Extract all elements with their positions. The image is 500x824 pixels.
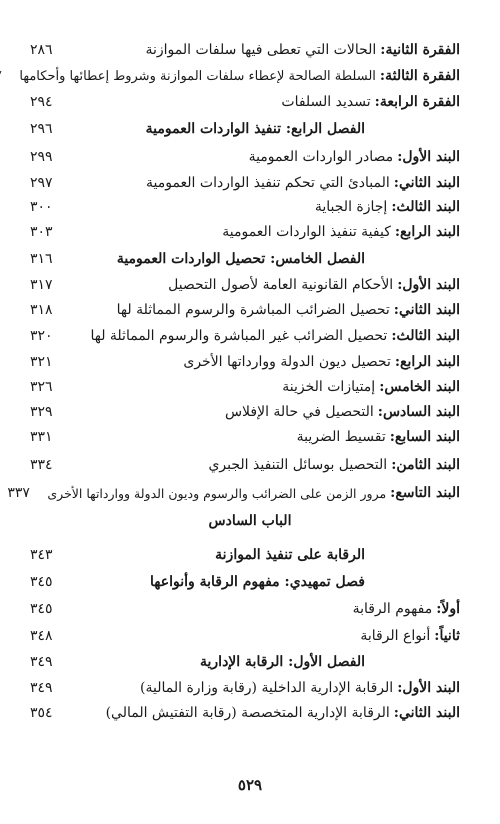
entry-page-number: ٣٤٣ bbox=[30, 547, 53, 563]
entry-label: البند الخامس bbox=[384, 379, 460, 395]
toc-entry-title: البند الثامن : التحصيل بوسائل التنفيذ الجبري bbox=[208, 457, 460, 473]
toc-entry-title bbox=[150, 574, 365, 590]
entry-text: المبادئ التي تحكم تنفيذ الواردات العمومية bbox=[145, 175, 390, 191]
toc-entry-title: البند الأول : مصادر الواردات العمومية bbox=[248, 149, 460, 165]
toc-chapter-entry bbox=[30, 649, 460, 675]
entry-text: تحصيل الضرائب غير المباشرة والرسوم المماثلة لها bbox=[90, 328, 388, 344]
entry-page-number: ٣١٧ bbox=[30, 277, 53, 293]
chapter-title: الفصل الأول: الرقابة الإدارية bbox=[200, 654, 365, 670]
toc-entry bbox=[30, 144, 460, 170]
entry-page-number: ٣٤٩ bbox=[30, 654, 53, 670]
toc-chapter-entry bbox=[30, 569, 460, 595]
chapter-title: الرقابة على تنفيذ الموازنة bbox=[215, 547, 365, 563]
toc-entry bbox=[30, 170, 460, 196]
toc-entry-title bbox=[146, 121, 365, 137]
toc-entry-title: البند الرابع : كيفية تنفيذ الواردات العمومية bbox=[222, 224, 460, 240]
entry-text: مفهوم الرقابة bbox=[352, 601, 433, 617]
toc-entry-title: الفقرة الرابعة : تسديد السلفات bbox=[281, 94, 460, 110]
toc-entry bbox=[30, 596, 460, 622]
toc-entry bbox=[30, 452, 460, 478]
entry-text: التحصيل بوسائل التنفيذ الجبري bbox=[208, 457, 388, 473]
entry-page-number: ٣٤٩ bbox=[30, 680, 53, 696]
page-folio-number: ٥٢٩ bbox=[237, 776, 263, 794]
toc-entry-title: البند الثالث : تحصيل الضرائب غير المباشرة والرسوم المماثلة لها bbox=[90, 328, 460, 344]
toc-entry-title: البند الثاني : تحصيل الضرائب المباشرة والرسوم المماثلة لها bbox=[116, 302, 460, 318]
entry-page-number: ٣٢٠ bbox=[30, 328, 53, 344]
entry-text: التحصيل في حالة الإفلاس bbox=[224, 404, 374, 420]
toc-entry bbox=[30, 700, 460, 726]
toc-entry-title: البند الرابع : تحصيل ديون الدولة ووارداتها الأخرى bbox=[183, 354, 460, 370]
entry-label: البند السادس bbox=[382, 404, 460, 420]
entry-page-number: ٢٨٦ bbox=[30, 42, 53, 58]
entry-page-number: ٣٠٣ bbox=[30, 224, 53, 240]
entry-text: إجازة الجباية bbox=[314, 199, 388, 215]
entry-page-number: ٣١٦ bbox=[30, 251, 53, 267]
toc-entry bbox=[30, 374, 460, 400]
toc-entry-title: البند السادس : التحصيل في حالة الإفلاس bbox=[224, 404, 460, 420]
entry-text: السلطة الصالحة لإعطاء سلفات الموازنة وشروط إعطائها وأحكامها bbox=[19, 68, 376, 84]
toc-entry-title: البند الأول : الأحكام القانونية العامة لأصول التحصيل bbox=[168, 277, 460, 293]
toc-entry-title: البند التاسع : مرور الزمن على الضرائب والرسوم وديون الدولة ووارداتها الأخرى bbox=[47, 485, 460, 501]
toc-entry bbox=[30, 323, 460, 349]
entry-label: البند الأول bbox=[402, 680, 460, 696]
entry-text: الرقابة الإدارية المتخصصة (رقابة التفتيش المالي) bbox=[105, 705, 390, 721]
toc-entry-title: ثانياً : أنواع الرقابة bbox=[360, 628, 460, 644]
entry-label: البند الرابع bbox=[400, 224, 460, 240]
entry-page-number: ٢٩٩ bbox=[30, 149, 53, 165]
part-heading: الباب السادس bbox=[208, 513, 292, 529]
toc-entry-title bbox=[215, 547, 365, 563]
entry-text: إمتيازات الخزينة bbox=[282, 379, 376, 395]
entry-label: الفقرة الثانية bbox=[385, 42, 460, 58]
toc-entry bbox=[30, 194, 460, 220]
entry-label: البند الرابع bbox=[400, 354, 460, 370]
entry-page-number: ٢٩٦ bbox=[30, 121, 53, 137]
toc-entry bbox=[30, 37, 460, 63]
entry-text: الأحكام القانونية العامة لأصول التحصيل bbox=[168, 277, 394, 293]
entry-page-number: ٣٤٥ bbox=[30, 574, 53, 590]
entry-text: كيفية تنفيذ الواردات العمومية bbox=[222, 224, 391, 240]
entry-page-number: ٣٤٨ bbox=[30, 628, 53, 644]
entry-label: الفقرة الرابعة bbox=[379, 94, 460, 110]
chapter-title: الفصل الخامس: تحصيل الواردات العمومية bbox=[116, 251, 365, 267]
entry-label: البند السابع bbox=[394, 429, 460, 445]
entry-page-number bbox=[0, 68, 19, 84]
entry-page-number: ٢٩٧ bbox=[30, 175, 53, 191]
entry-page-number: ٢٩٤ bbox=[30, 94, 53, 110]
entry-page-number: ٣٣٧ bbox=[7, 485, 30, 501]
toc-chapter-entry bbox=[30, 542, 460, 568]
toc-entry bbox=[30, 399, 460, 425]
toc-entry-title: الفقرة الثالثة : السلطة الصالحة لإعطاء سلفات الموازنة وشروط إعطائها وأحكامها bbox=[19, 68, 460, 84]
toc-entry-title: البند الثاني : المبادئ التي تحكم تنفيذ الواردات العمومية bbox=[145, 175, 460, 191]
chapter-title: فصل تمهيدي: مفهوم الرقابة وأنواعها bbox=[150, 574, 365, 590]
entry-label: أولاً bbox=[441, 601, 460, 617]
entry-label: البند الأول bbox=[402, 277, 460, 293]
entry-page-number: ٣٢٩ bbox=[30, 404, 53, 420]
entry-label: البند التاسع bbox=[395, 485, 460, 501]
entry-page-number: ٣٥٤ bbox=[30, 705, 53, 721]
entry-label: البند الثالث bbox=[396, 199, 460, 215]
toc-entry bbox=[30, 272, 460, 298]
toc-entry bbox=[30, 89, 460, 115]
toc-entry bbox=[30, 623, 460, 649]
toc-entry bbox=[30, 219, 460, 245]
entry-text: تسديد السلفات bbox=[281, 94, 371, 110]
toc-entry-title bbox=[200, 654, 365, 670]
entry-page-number: ٣٣٤ bbox=[30, 457, 53, 473]
entry-text: الحالات التي تعطى فيها سلفات الموازنة bbox=[145, 42, 377, 58]
toc-entry-title: البند السابع : تقسيط الضريبة bbox=[296, 429, 460, 445]
toc-entry-title bbox=[117, 251, 365, 267]
toc-entry-title: البند الأول : الرقابة الإدارية الداخلية (رقابة وزارة المالية) bbox=[140, 680, 460, 696]
toc-chapter-entry bbox=[30, 246, 460, 272]
toc-entry bbox=[7, 480, 460, 506]
toc-entry bbox=[30, 424, 460, 450]
entry-label: البند الثاني bbox=[398, 705, 460, 721]
entry-label: البند الأول bbox=[402, 149, 460, 165]
toc-entry-title: الفقرة الثانية : الحالات التي تعطى فيها سلفات الموازنة bbox=[145, 42, 460, 58]
entry-label: البند الثاني bbox=[398, 302, 460, 318]
entry-text: مرور الزمن على الضرائب والرسوم وديون الدولة ووارداتها الأخرى bbox=[47, 485, 387, 501]
entry-page-number: ٣٢٦ bbox=[30, 379, 53, 395]
toc-entry-title: البند الخامس : إمتيازات الخزينة bbox=[282, 379, 460, 395]
entry-page-number: ٣٣١ bbox=[30, 429, 53, 445]
entry-page-number: ٣٠٠ bbox=[30, 199, 53, 215]
entry-label: الفقرة الثالثة bbox=[385, 68, 460, 84]
toc-entry-title: أولاً : مفهوم الرقابة bbox=[352, 601, 460, 617]
entry-label: البند الثالث bbox=[396, 328, 460, 344]
entry-page-number: ٣٤٥ bbox=[30, 601, 53, 617]
toc-entry bbox=[30, 675, 460, 701]
entry-text: الرقابة الإدارية الداخلية (رقابة وزارة المالية) bbox=[140, 680, 394, 696]
chapter-title: الفصل الرابع: تنفيذ الواردات العمومية bbox=[145, 121, 365, 137]
entry-text: تحصيل ديون الدولة ووارداتها الأخرى bbox=[183, 354, 391, 370]
entry-label: البند الثامن bbox=[396, 457, 460, 473]
entry-text: مصادر الواردات العمومية bbox=[248, 149, 394, 165]
entry-label: ثانياً bbox=[439, 628, 460, 644]
toc-chapter-entry bbox=[30, 116, 460, 142]
entry-text: تحصيل الضرائب المباشرة والرسوم المماثلة لها bbox=[116, 302, 390, 318]
toc-entry-title: البند الثالث : إجازة الجباية bbox=[314, 199, 460, 215]
entry-label: البند الثاني bbox=[398, 175, 460, 191]
toc-entry bbox=[30, 349, 460, 375]
toc-entry bbox=[30, 297, 460, 323]
toc-entry-title: البند الثاني : الرقابة الإدارية المتخصصة (رقابة التفتيش المالي) bbox=[105, 705, 460, 721]
entry-page-number: ٣١٨ bbox=[30, 302, 53, 318]
entry-text: أنواع الرقابة bbox=[360, 628, 431, 644]
entry-text: تقسيط الضريبة bbox=[296, 429, 386, 445]
toc-entry bbox=[19, 63, 460, 89]
entry-page-number: ٣٢١ bbox=[30, 354, 53, 370]
